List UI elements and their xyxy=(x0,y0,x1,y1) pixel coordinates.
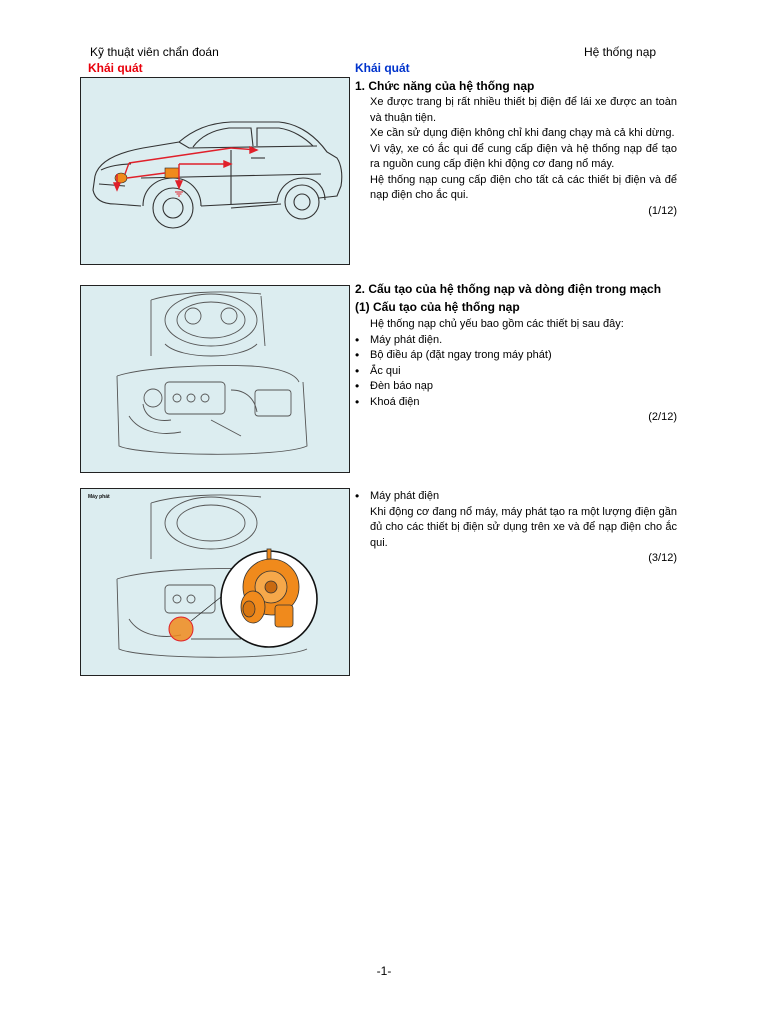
list-item: • Ắc qui xyxy=(355,364,677,380)
alternator-image-label: Máy phát xyxy=(88,494,110,500)
section-2-title: 2. Cấu tạo của hệ thống nạp và dòng điện trong mạch xyxy=(355,282,662,296)
section-2-page-number: (2/12) xyxy=(648,411,677,423)
section-1-paragraph: Xe được trang bị rất nhiều thiết bị điện để lái xe được an toàn và thuận tiện. xyxy=(370,96,677,124)
overview-label-right: Khái quát xyxy=(355,61,410,75)
section-1-paragraph: Hệ thống nạp cung cấp điện cho tất cả các thiết bị điện và để nạp điện cho ắc qui. xyxy=(370,173,677,201)
section-1-title: 1. Chức năng của hệ thống nạp xyxy=(355,79,535,93)
alternator-bullet-list xyxy=(355,489,677,505)
header-right: Hệ thống nạp xyxy=(584,45,657,59)
section-3 xyxy=(355,489,677,567)
list-item: • Khoá điện xyxy=(355,395,677,411)
section-3-page-number: (3/12) xyxy=(648,552,677,564)
list-item: • Máy phát điện. xyxy=(355,333,677,349)
list-item: • Đèn báo nạp xyxy=(355,379,677,395)
dashboard-engine-image xyxy=(80,285,350,473)
component-list xyxy=(355,333,677,411)
list-item: • Bộ điều áp (đặt ngay trong máy phát) xyxy=(355,348,677,364)
list-item: • Máy phát điện xyxy=(355,489,677,505)
section-2-subtitle: (1) Cấu tạo của hệ thống nạp xyxy=(355,300,520,314)
section-2-intro: Hệ thống nạp chủ yếu bao gồm các thiết bị sau đây: xyxy=(370,318,624,330)
section-1 xyxy=(355,78,677,219)
section-2 xyxy=(355,281,677,426)
section-1-paragraph: Xe cần sử dụng điện không chỉ khi đang chạy mà cả khi dừng. xyxy=(370,127,675,139)
header-left: Kỹ thuật viên chẩn đoán xyxy=(90,45,219,59)
section-1-paragraph: Vì vậy, xe có ắc qui để cung cấp điện và hệ thống nạp để tạo ra nguồn cung cấp điện khi động cơ đang nổ máy. xyxy=(370,142,677,170)
car-diagram-image xyxy=(80,77,350,265)
page-footer: -1- xyxy=(376,964,392,978)
section-3-text: Khi động cơ đang nổ máy, máy phát tạo ra một lượng điện gần đủ cho các thiết bị điện sử dụng trên xe và để nạp điện cho ắc qui. xyxy=(370,505,677,549)
overview-label-left: Khái quát xyxy=(88,61,143,75)
section-1-page-number: (1/12) xyxy=(648,204,677,217)
alternator-image xyxy=(80,488,350,676)
